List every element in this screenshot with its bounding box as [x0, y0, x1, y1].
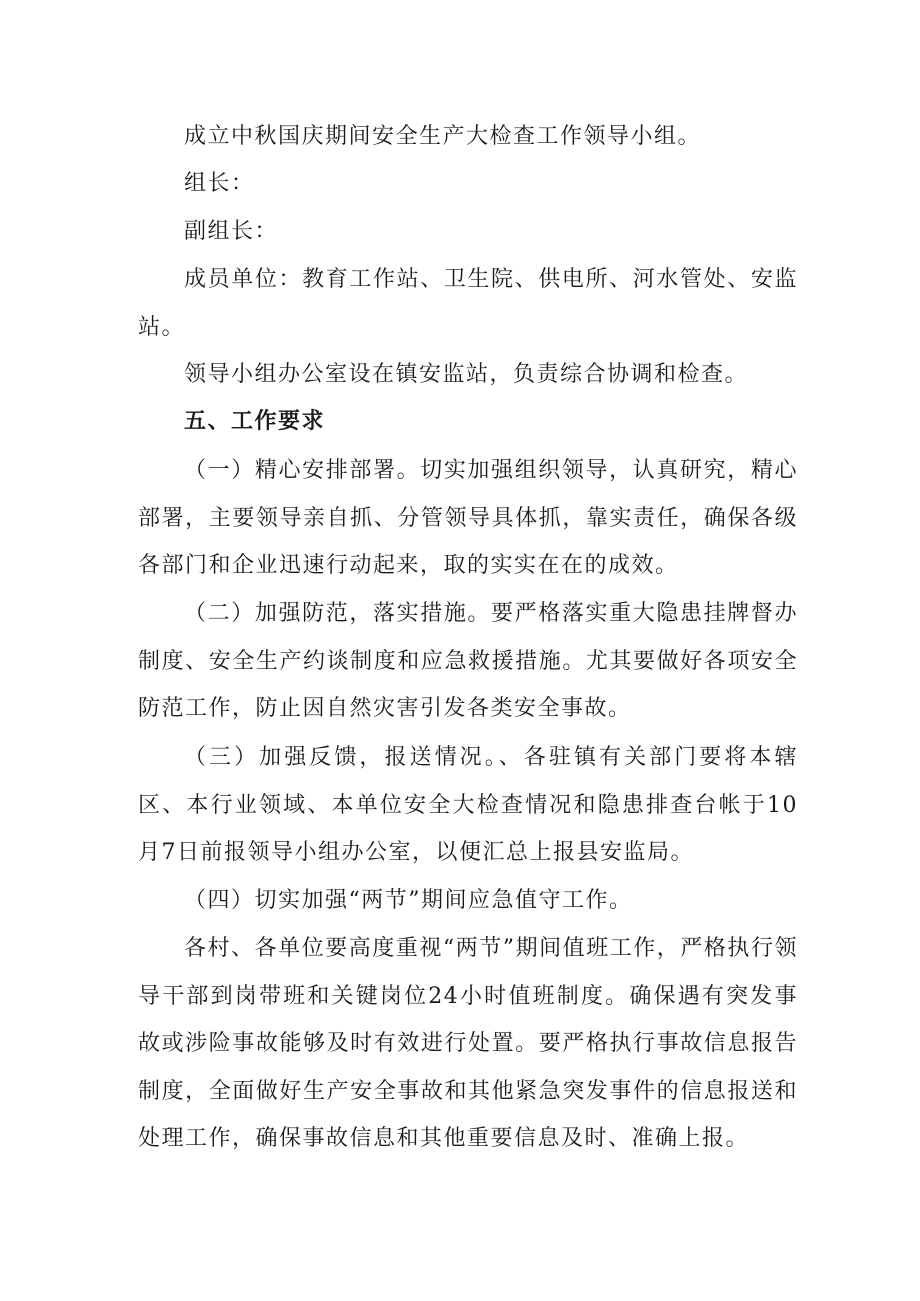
- paragraph-member-units: 成员单位：教育工作站、卫生院、供电所、河水管处、安监站。: [138, 267, 798, 340]
- section-heading-work-requirements: 五、工作要求: [184, 409, 326, 434]
- paragraph-duty-details: 各村、各单位要高度重视“两节”期间值班工作，严格执行领导干部到岗带班和关键岗位24小时值班制度。确保遇有突发事故或涉险事故能够及时有效进行处置。要严格执行事故信息报告制度，全面做好生产安全事故和其他紧急突发事件的信息报送和处理工作，确保事故信息和其他重要信息及时、准确上报。: [138, 936, 798, 1151]
- paragraph-deputy-leader: 副组长：: [184, 219, 279, 244]
- paragraph-requirement-2: （二）加强防范，落实措施。要严格落实重大隐患挂牌督办制度、安全生产约谈制度和应急救援措施。尤其要做好各项安全防范工作，防止因自然灾害引发各类安全事故。: [138, 601, 798, 721]
- paragraph-leading-group: 成立中秋国庆期间安全生产大检查工作领导小组。: [184, 124, 702, 149]
- paragraph-requirement-3: （三）加强反馈，报送情况。、各驻镇有关部门要将本辖区、本行业领域、本单位安全大检查情况和隐患排查台帐于10月7日前报领导小组办公室，以便汇总上报县安监局。: [138, 745, 798, 865]
- paragraph-group-leader: 组长：: [184, 171, 255, 196]
- paragraph-requirement-1: （一）精心安排部署。切实加强组织领导，认真研究，精心部署，主要领导亲自抓、分管领导具体抓，靠实责任，确保各级各部门和企业迅速行动起来，取的实实在在的成效。: [138, 458, 798, 578]
- paragraph-office: 领导小组办公室设在镇安监站，负责综合协调和检查。: [184, 362, 749, 387]
- paragraph-requirement-4: （四）切实加强“两节”期间应急值守工作。: [184, 888, 633, 913]
